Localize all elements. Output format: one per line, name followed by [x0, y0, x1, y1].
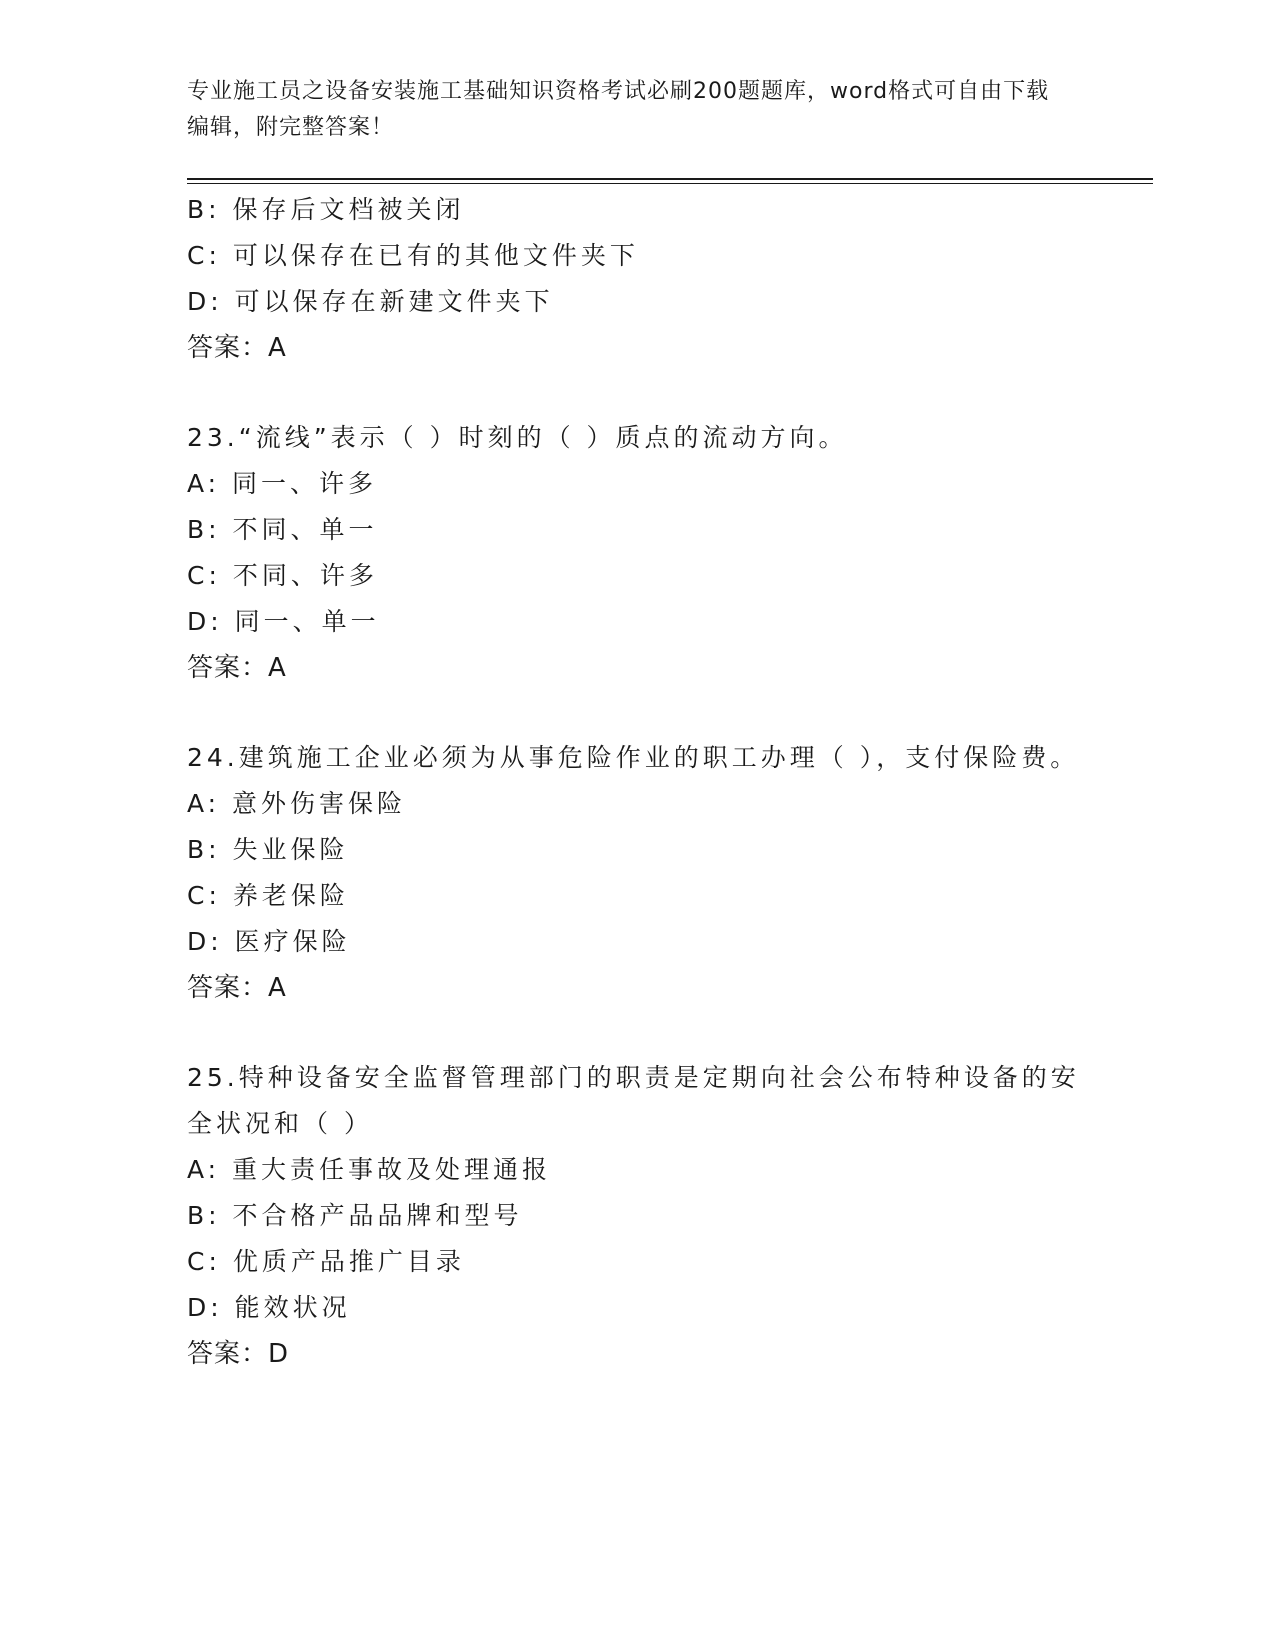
- option-b: B: 不合格产品品牌和型号: [187, 1201, 523, 1230]
- option-a: A: 重大责任事故及处理通报: [187, 1155, 552, 1184]
- spacer: [187, 1011, 1087, 1055]
- spacer: [187, 371, 1087, 415]
- question-block-22: [187, 187, 1087, 371]
- option-b: B: 失业保险: [187, 835, 349, 864]
- option-d: D: 医疗保险: [187, 927, 351, 956]
- option-a: A: 同一、许多: [187, 469, 378, 498]
- spacer: [187, 691, 1087, 735]
- option-d: D: 可以保存在新建文件夹下: [187, 287, 554, 316]
- question-text: 23.“流线”表示（ ）时刻的（ ）质点的流动方向。: [187, 423, 848, 452]
- option-c: C: 不同、许多: [187, 561, 378, 590]
- question-block-25: [187, 1055, 1087, 1377]
- option-d: D: 能效状况: [187, 1293, 351, 1322]
- answer-line: 答案：A: [187, 333, 287, 363]
- option-c: C: 优质产品推广目录: [187, 1247, 465, 1276]
- question-block-23: [187, 415, 1087, 691]
- option-b: B: 保存后文档被关闭: [187, 195, 465, 224]
- option-c: C: 可以保存在已有的其他文件夹下: [187, 241, 639, 270]
- question-text: 25.特种设备安全监督管理部门的职责是定期向社会公布特种设备的安全状况和（ ）: [187, 1063, 1080, 1138]
- question-list: [187, 187, 1087, 1377]
- header-divider-thick: [187, 178, 1153, 180]
- question-text: 24.建筑施工企业必须为从事危险作业的职工办理（ ），支付保险费。: [187, 743, 1080, 772]
- answer-line: 答案：D: [187, 1339, 290, 1369]
- option-b: B: 不同、单一: [187, 515, 378, 544]
- header-divider-thin: [187, 183, 1153, 184]
- answer-line: 答案：A: [187, 973, 287, 1003]
- document-header: [187, 74, 1067, 146]
- question-block-24: [187, 735, 1087, 1011]
- header-text: 专业施工员之设备安装施工基础知识资格考试必刷200题题库，word格式可自由下载编辑，附完整答案！: [187, 79, 1050, 140]
- option-d: D: 同一、单一: [187, 607, 380, 636]
- answer-line: 答案：A: [187, 653, 287, 683]
- option-a: A: 意外伤害保险: [187, 789, 407, 818]
- option-c: C: 养老保险: [187, 881, 349, 910]
